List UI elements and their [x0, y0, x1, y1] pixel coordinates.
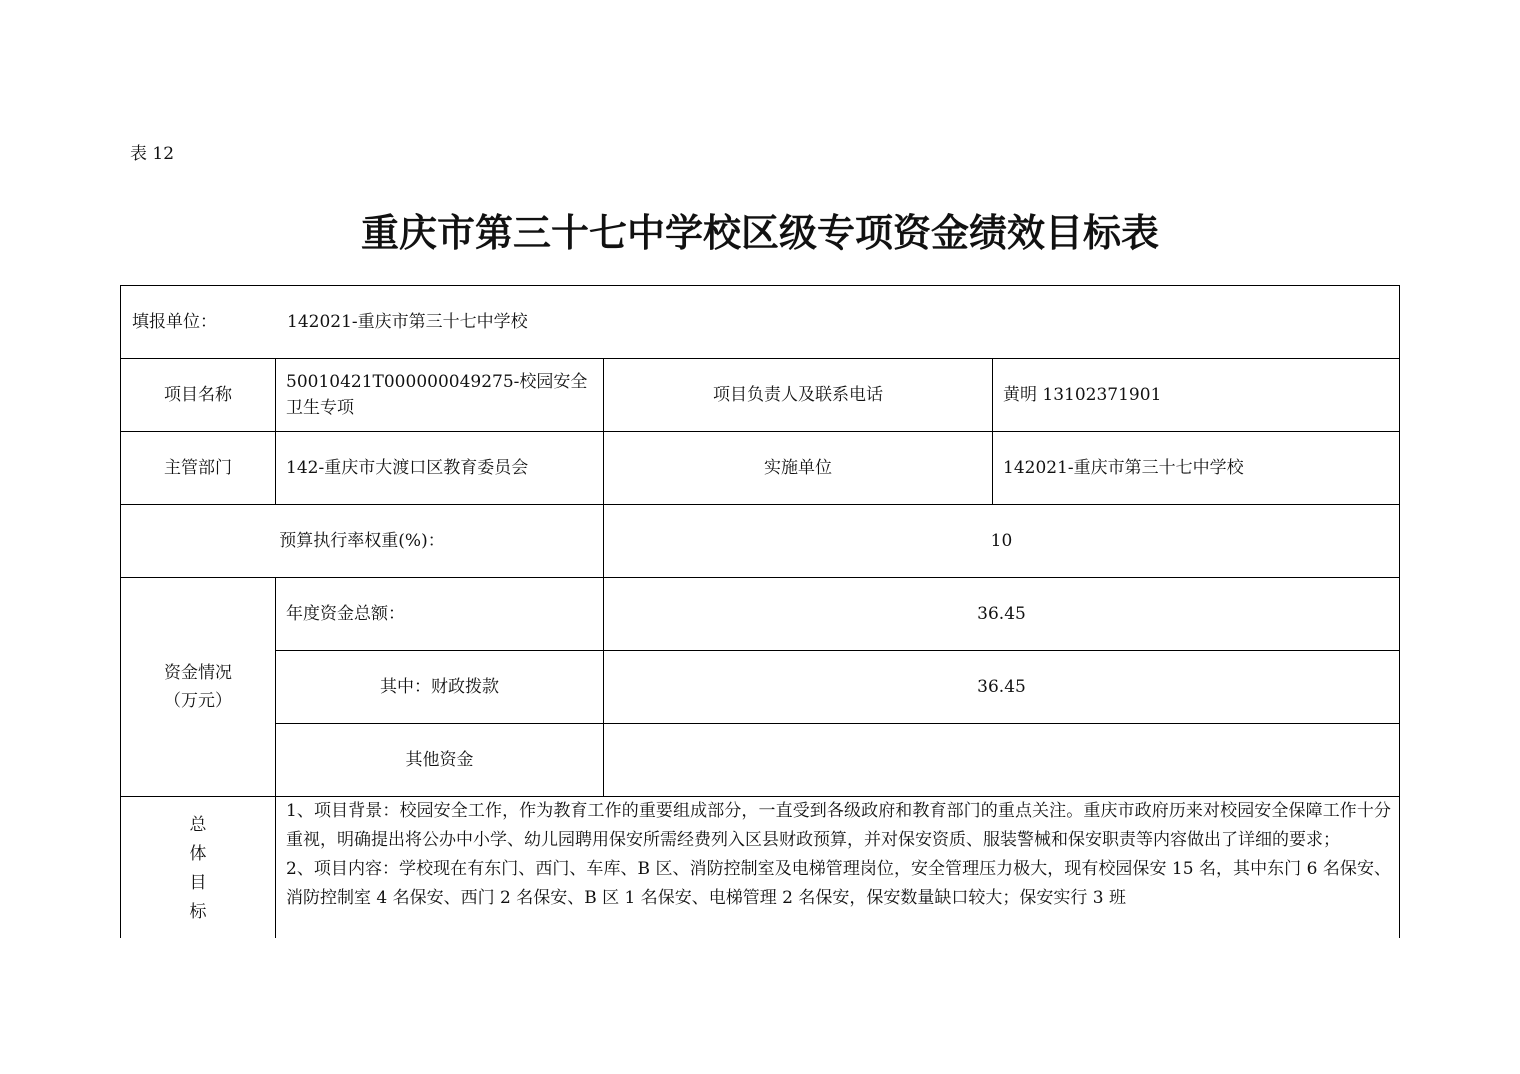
- fiscal-value: 36.45: [604, 651, 1400, 724]
- fill-unit-row: [121, 286, 1400, 359]
- funds-label: 资金情况 （万元）: [121, 578, 276, 797]
- project-name-value: 50010421T000000049275-校园安全卫生专项: [276, 359, 604, 432]
- performance-target-table: [120, 285, 1400, 938]
- budget-weight-label: 预算执行率权重(%)：: [121, 505, 604, 578]
- fill-unit-label: 填报单位：: [132, 312, 217, 332]
- budget-weight-value: 10: [604, 505, 1400, 578]
- table-number: 表 12: [130, 144, 175, 164]
- contact-label: 项目负责人及联系电话: [604, 359, 993, 432]
- goal-paragraph-background: 1、项目背景：校园安全工作，作为教育工作的重要组成部分，一直受到各级政府和教育部门的重点关注。重庆市政府历来对校园安全保障工作十分重视，明确提出将公办中小学、幼儿园聘用保安所需经费列入区县财政预算，并对保安资质、服装警械和保安职责等内容做出了详细的要求；: [286, 801, 1391, 850]
- contact-value: 黄明 13102371901: [993, 359, 1400, 432]
- fill-unit-value: 142021-重庆市第三十七中学校: [287, 312, 528, 332]
- impl-label: 实施单位: [604, 432, 993, 505]
- dept-value: 142-重庆市大渡口区教育委员会: [276, 432, 604, 505]
- page-title: 重庆市第三十七中学校区级专项资金绩效目标表: [360, 211, 1159, 255]
- overall-goal-text: [276, 797, 1400, 938]
- dept-label: 主管部门: [121, 432, 276, 505]
- other-funds-value: [604, 724, 1400, 797]
- project-name-label: 项目名称: [121, 359, 276, 432]
- annual-total-value: 36.45: [604, 578, 1400, 651]
- annual-total-label: 年度资金总额：: [276, 578, 604, 651]
- other-funds-label: 其他资金: [276, 724, 604, 797]
- overall-goal-label: 总 体 目 标: [121, 797, 276, 938]
- fiscal-label: 其中：财政拨款: [276, 651, 604, 724]
- impl-value: 142021-重庆市第三十七中学校: [993, 432, 1400, 505]
- goal-paragraph-content: 2、项目内容：学校现在有东门、西门、车库、B 区、消防控制室及电梯管理岗位，安全管理压力极大，现有校园保安 15 名，其中东门 6 名保安、消防控制室 4 名保安、西门 2 名保安、B 区 1 名保安、电梯管理 2 名保安，保安数量缺口较大；保安实行 3 班: [286, 859, 1391, 908]
